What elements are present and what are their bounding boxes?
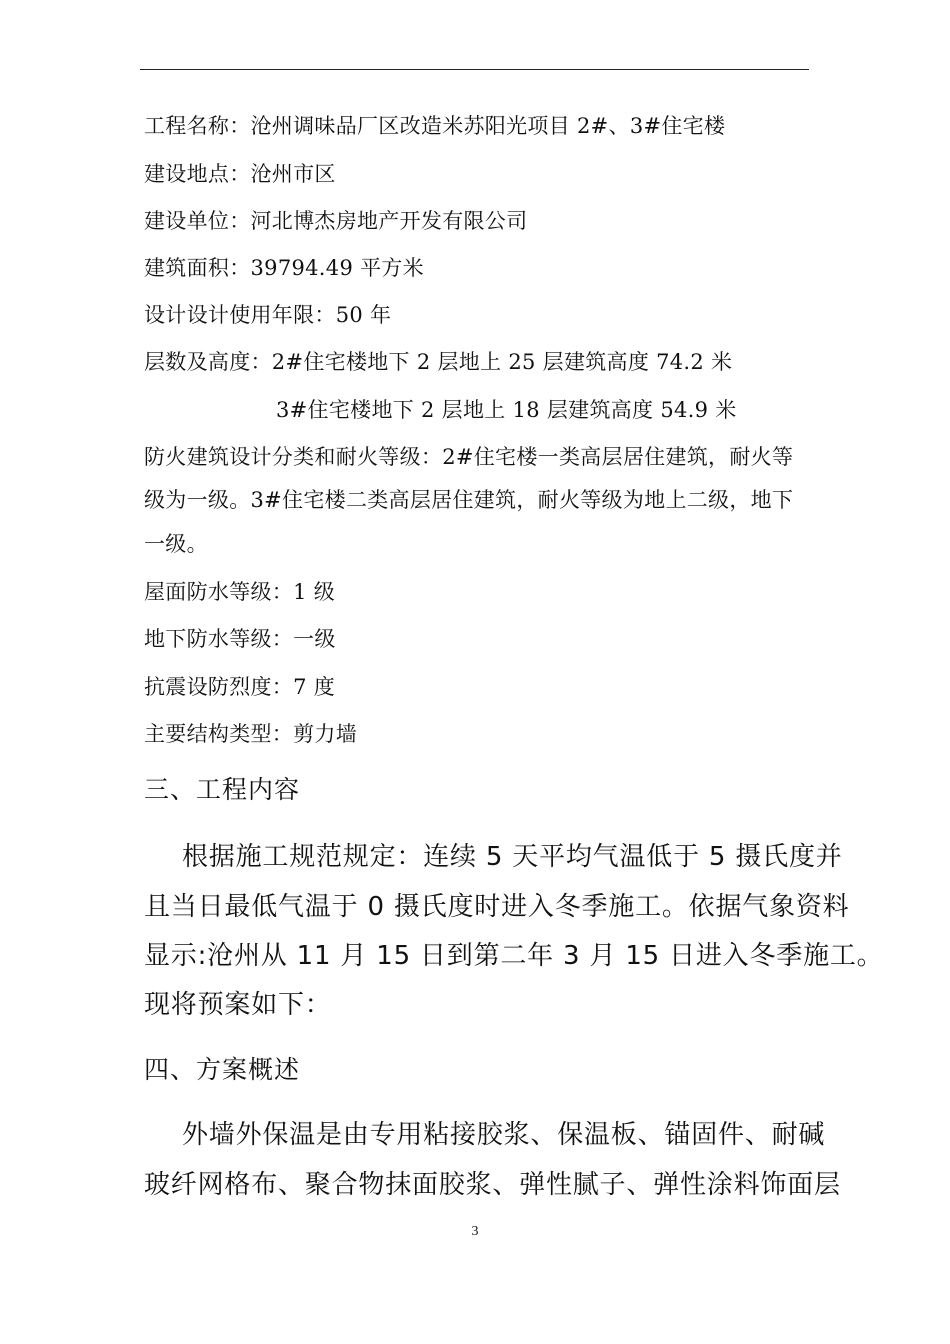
project-location: 建设地点：沧州市区 (144, 162, 336, 186)
section-3-line-3: 显示:沧州从 11 月 15 日到第二年 3 月 15 日进入冬季施工。 (144, 941, 884, 971)
section-3-line-1: 根据施工规范规定：连续 5 天平均气温低于 5 摄氏度并 (182, 842, 843, 872)
fire-class-line-2: 级为一级。3#住宅楼二类高层居住建筑，耐火等级为地上二级，地下 (144, 488, 794, 512)
project-name: 工程名称：沧州调味品厂区改造米苏阳光项目 2#、3#住宅楼 (144, 114, 726, 138)
fire-class-line-3: 一级。 (144, 532, 208, 556)
section-3-line-4: 现将预案如下： (144, 990, 332, 1020)
structure-type: 主要结构类型：剪力墙 (144, 722, 357, 746)
roof-waterproof: 屋面防水等级：1 级 (144, 580, 336, 604)
project-service-life: 设计设计使用年限：50 年 (144, 303, 392, 327)
fire-class-line-1: 防火建筑设计分类和耐火等级：2#住宅楼一类高层居住建筑，耐火等 (144, 445, 794, 469)
project-floors-height-3: 3#住宅楼地下 2 层地上 18 层建筑高度 54.9 米 (276, 398, 737, 422)
section-4-heading: 四、方案概述 (144, 1055, 301, 1084)
section-3-line-2: 且当日最低气温于 0 摄氏度时进入冬季施工。依据气象资料 (144, 892, 850, 922)
section-3-heading: 三、工程内容 (144, 775, 301, 804)
project-floor-area: 建筑面积：39794.49 平方米 (144, 256, 424, 280)
page-number: 3 (471, 1224, 479, 1239)
underground-waterproof: 地下防水等级：一级 (144, 627, 336, 651)
project-floors-height-2: 层数及高度：2#住宅楼地下 2 层地上 25 层建筑高度 74.2 米 (144, 350, 733, 374)
seismic-intensity: 抗震设防烈度：7 度 (144, 675, 336, 699)
project-developer: 建设单位：河北博杰房地产开发有限公司 (144, 209, 528, 233)
header-rule (140, 69, 809, 70)
section-4-line-2: 玻纤网格布、聚合物抹面胶浆、弹性腻子、弹性涂料饰面层 (144, 1170, 841, 1200)
section-4-line-1: 外墙外保温是由专用粘接胶浆、保温板、锚固件、耐碱 (182, 1120, 826, 1150)
